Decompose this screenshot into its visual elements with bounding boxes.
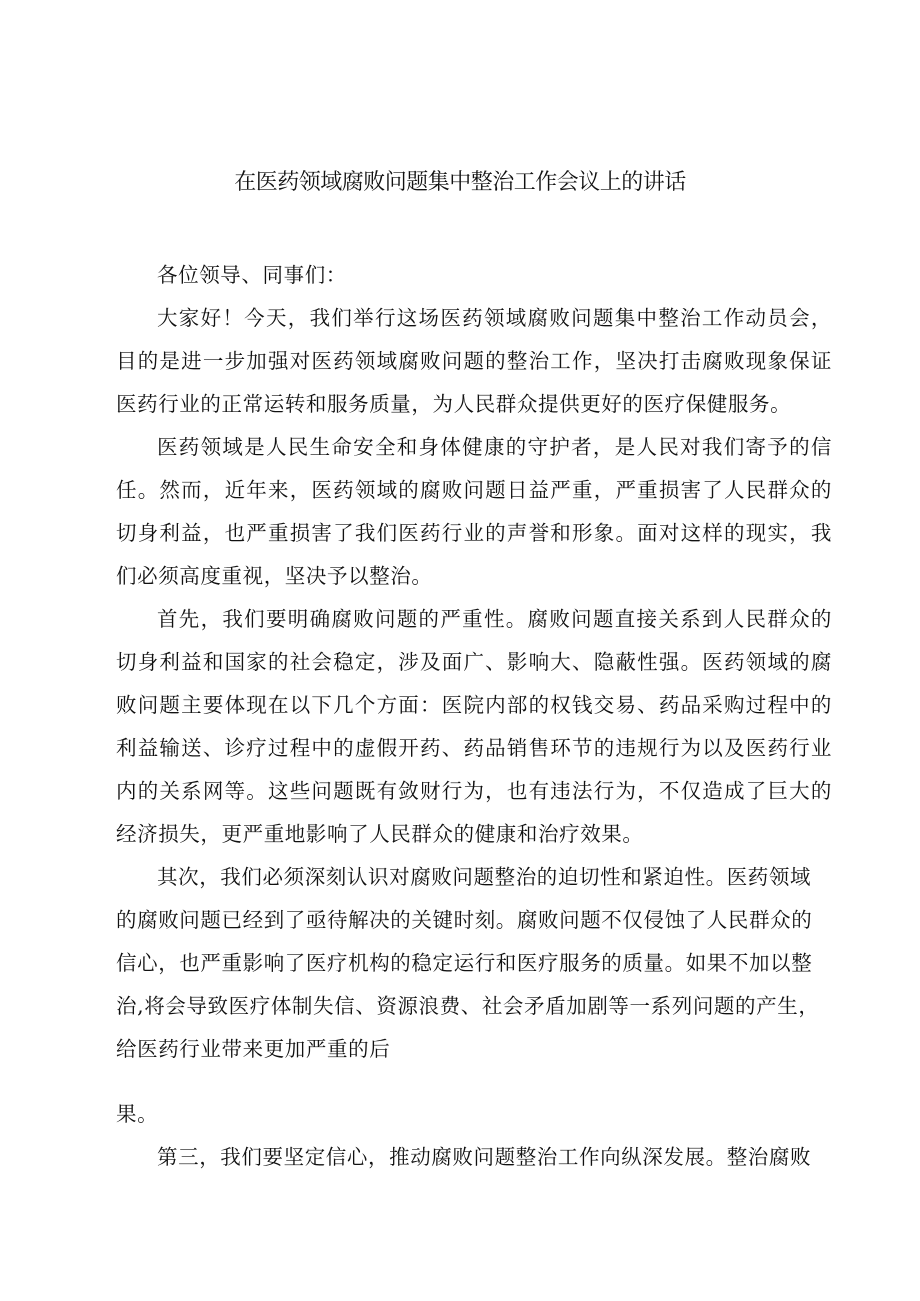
paragraph-3: 首先，我们要明确腐败问题的严重性。腐败问题直接关系到人民群众的切身利益和国家的社会稳定，涉及面广、影响大、隐蔽性强。医药领域的腐败问题主要体现在以下几个方面：医院内部的权钱交易、药品采购过程中的利益输送、诊疗过程中的虚假开药、药品销售环节的违规行为以及医药行业内的关系网等。这些问题既有敛财行为，也有违法行为，不仅造成了巨大的经济损失，更严重地影响了人民群众的健康和治疗效果。	[116, 607, 832, 846]
line-break-gap	[116, 1071, 832, 1093]
paragraph-2: 医药领域是人民生命安全和身体健康的守护者，是人民对我们寄予的信任。然而，近年来，医药领域的腐败问题日益严重，严重损害了人民群众的切身利益，也严重损害了我们医药行业的声誉和形象。面对这样的现实，我们必须高度重视，坚决予以整治。	[116, 435, 832, 588]
paragraph-5: 第三，我们要坚定信心，推动腐败问题整治工作向纵深发展。整治腐败	[157, 1145, 812, 1169]
document-body	[116, 254, 832, 1179]
paragraph-4-continuation: 果。	[116, 1102, 159, 1126]
salutation: 各位领导、同事们：	[157, 263, 347, 287]
document-title: 在医药领域腐败问题集中整治工作会议上的讲话	[234, 170, 686, 195]
paragraph-4: 其次，我们必须深刻认识对腐败问题整治的迫切性和紧迫性。医药领域的腐败问题已经到了亟待解决的关键时刻。腐败问题不仅侵蚀了人民群众的信心，也严重影响了医疗机构的稳定运行和医疗服务的质量。如果不加以整治,将会导致医疗体制失信、资源浪费、社会矛盾加剧等一系列问题的产生，给医药行业带来更加严重的后	[116, 865, 820, 1061]
paragraph-1: 大家好！今天，我们举行这场医药领域腐败问题集中整治工作动员会，目的是进一步加强对医药领域腐败问题的整治工作，坚决打击腐败现象保证医药行业的正常运转和服务质量，为人民群众提供更好的医疗保健服务。	[116, 306, 832, 416]
